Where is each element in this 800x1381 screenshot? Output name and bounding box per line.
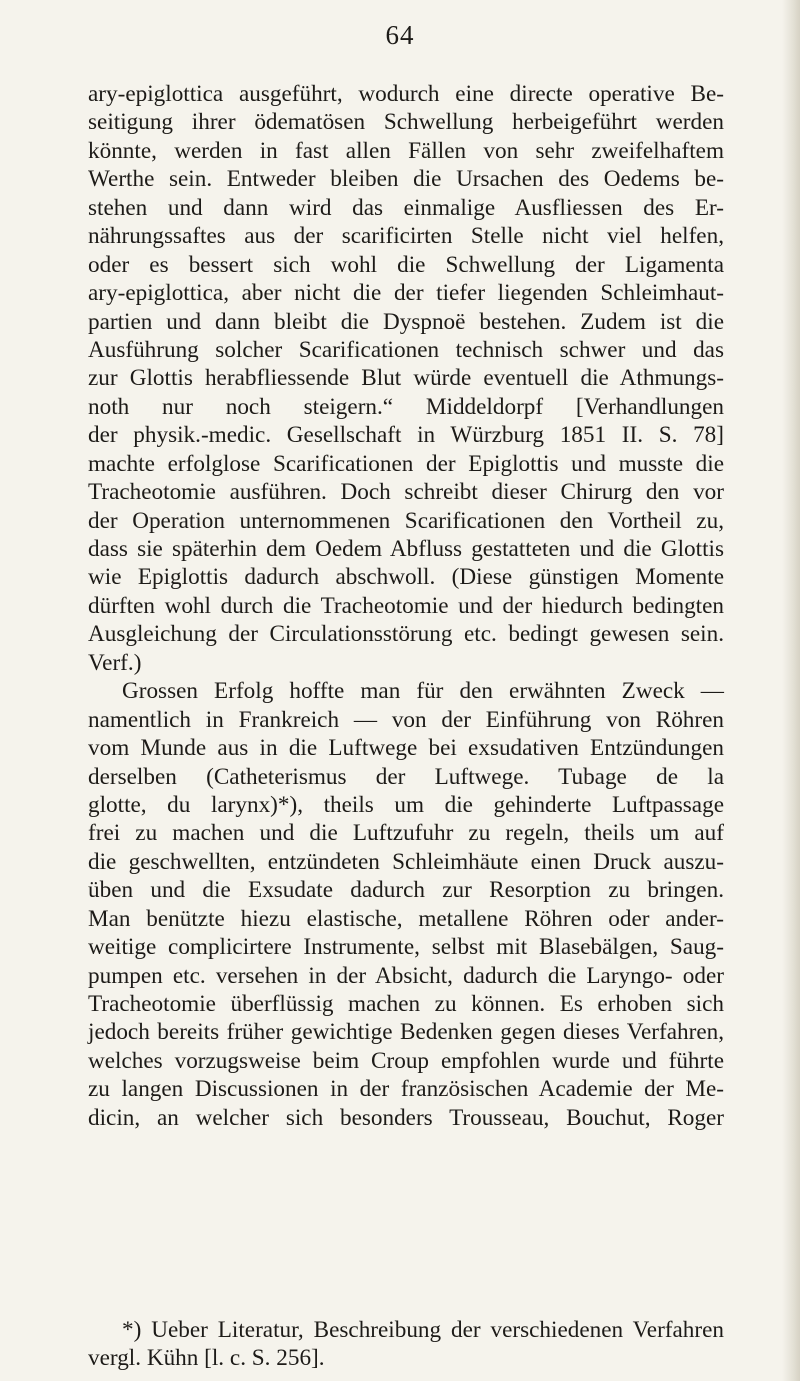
text-line: wie Epiglottis dadurch abschwoll. (Diese günstigen Momente [88,564,724,591]
text-line: Ausgleichung der Circulationsstörung etc. bedingt gewesen sein. [88,621,724,648]
footnote [88,1316,724,1373]
text-line: seitigung ihrer ödematösen Schwellung herbeigeführt werden [88,109,724,136]
text-line: dürften wohl durch die Tracheotomie und der hiedurch bedingten [88,592,724,619]
text-line: könnte, werden in fast allen Fällen von sehr zweifelhaftem [88,137,724,164]
footnote-line: *) Ueber Literatur, Beschreibung der verschiedenen Verfahren [122,1317,724,1343]
text-line: Ausführung solcher Scarificationen technisch schwer und das [88,336,724,363]
footnote-line: vergl. Kühn [l. c. S. 256]. [88,1345,325,1372]
text-line: glotte, du larynx)*), theils um die gehinderte Luftpassage [88,791,724,818]
text-line: namentlich in Frankreich — von der Einführung von Röhren [88,706,724,733]
text-line: Verf.) [88,649,142,676]
text-line: ary-epiglottica ausgeführt, wodurch eine directe operative Be- [88,81,724,107]
text-line: der physik.-medic. Gesellschaft in Würzburg 1851 II. S. 78] [88,422,724,449]
text-line: frei zu machen und die Luftzufuhr zu regeln, theils um auf [88,820,724,847]
text-line: Werthe sein. Entweder bleiben die Ursachen des Oedems be- [88,166,724,193]
page-number: 64 [385,20,415,50]
text-line: ary-epiglottica, aber nicht die der tiefer liegenden Schleimhaut- [88,280,724,307]
text-line: üben und die Exsudate dadurch zur Resorption zu bringen. [88,877,724,904]
text-line: die geschwellten, entzündeten Schleimhäute einen Druck auszu- [88,848,724,875]
text-line: Man benützte hiezu elastische, metallene Röhren oder ander- [88,905,724,932]
text-line: dicin, an welcher sich besonders Trousseau, Bouchut, Roger [88,1104,724,1131]
text-line: noth nur noch steigern.“ Middeldorpf [Verhandlungen [88,393,724,420]
text-line: Tracheotomie ausführen. Doch schreibt dieser Chirurg den vor [88,479,724,506]
text-line: oder es bessert sich wohl die Schwellung der Ligamenta [88,251,724,278]
text-line: zur Glottis herabfliessende Blut würde eventuell die Athmungs- [88,365,724,392]
paragraph-start-line: Grossen Erfolg hoffte man für den erwähnten Zweck — [122,678,724,705]
text-line: nährungssaftes aus der scarificirten Stelle nicht viel helfen, [88,223,724,250]
text-line: der Operation unternommenen Scarificationen den Vortheil zu, [88,507,724,534]
text-line: pumpen etc. versehen in der Absicht, dadurch die Laryngo- oder [88,962,724,989]
page-edge-shadow [782,0,800,1381]
text-line: Tracheotomie überflüssig machen zu können. Es erhoben sich [88,991,724,1017]
text-line: dass sie späterhin dem Oedem Abfluss gestatteten und die Glottis [88,536,724,562]
text-line: partien und dann bleibt die Dyspnoë bestehen. Zudem ist die [88,308,724,335]
text-line: machte erfolglose Scarificationen der Epiglottis und musste die [88,450,724,477]
text-line: stehen und dann wird das einmalige Ausfliessen des Er- [88,194,724,221]
text-line: weitige complicirtere Instrumente, selbst mit Blasebälgen, Saug- [88,934,724,961]
body-text [88,80,724,1132]
text-line: zu langen Discussionen in der französischen Academie der Me- [88,1076,724,1103]
text-line: vom Munde aus in die Luftwege bei exsudativen Entzündungen [88,735,724,762]
text-line: jedoch bereits früher gewichtige Bedenken gegen dieses Verfahren, [88,1019,724,1046]
text-line: derselben (Catheterismus der Luftwege. Tubage de la [88,763,724,790]
text-line: welches vorzugsweise beim Croup empfohlen wurde und führte [88,1047,724,1074]
